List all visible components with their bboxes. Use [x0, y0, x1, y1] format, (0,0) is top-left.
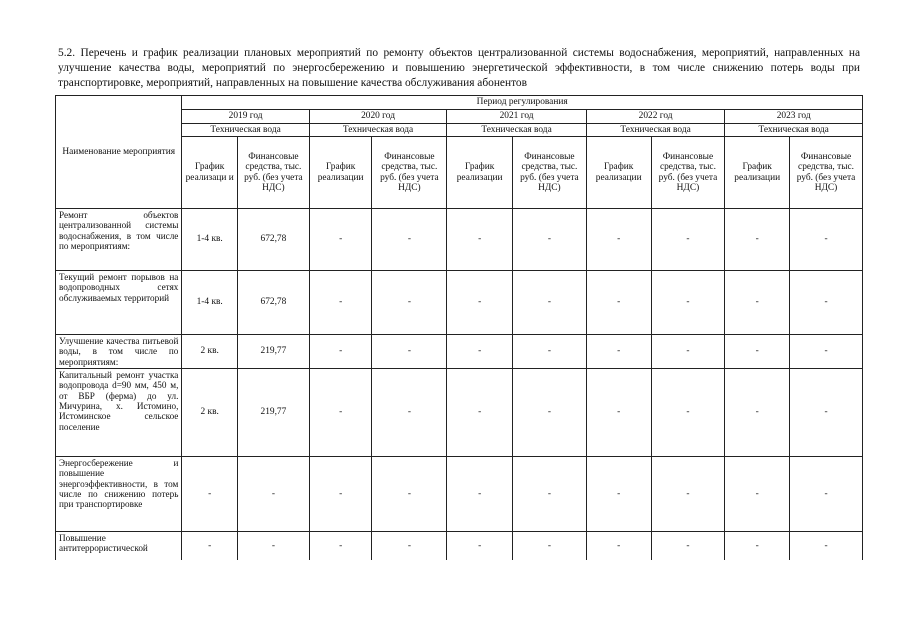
measure-name: Капитальный ремонт участка водопровода d=90 мм, 450 м, от ВБР (ферма) до ул. Мичурина, х. Истомино, Истоминское сельское поселение	[56, 369, 182, 457]
funds-cell: 219,77	[238, 335, 310, 369]
table-row	[56, 335, 863, 369]
funds-cell: 672,78	[238, 271, 310, 335]
schedule-cell: -	[447, 335, 513, 369]
funds-cell: -	[513, 209, 587, 271]
schedule-cell: -	[447, 532, 513, 560]
header-water-type: Техническая вода	[182, 123, 309, 137]
header-water-type: Техническая вода	[725, 123, 863, 137]
funds-cell: -	[790, 532, 863, 560]
header-schedule: График реализаци и	[182, 137, 238, 209]
schedule-cell: -	[725, 209, 790, 271]
funds-cell: -	[513, 369, 587, 457]
header-water-type: Техническая вода	[447, 123, 587, 137]
header-name: Наименование мероприятия	[56, 96, 182, 209]
schedule-cell: -	[586, 457, 651, 532]
header-water-type: Техническая вода	[309, 123, 447, 137]
funds-cell: -	[651, 209, 725, 271]
header-funds: Финансовые средства, тыс. руб. (без учета НДС)	[372, 137, 447, 209]
schedule-cell: -	[586, 209, 651, 271]
funds-cell: -	[513, 335, 587, 369]
funds-cell: -	[790, 335, 863, 369]
schedule-cell: -	[309, 271, 372, 335]
funds-cell: -	[372, 209, 447, 271]
schedule-cell: -	[586, 532, 651, 560]
header-funds: Финансовые средства, тыс. руб. (без учета НДС)	[651, 137, 725, 209]
schedule-cell: -	[725, 271, 790, 335]
funds-cell: -	[651, 369, 725, 457]
table-row	[56, 209, 863, 271]
funds-cell: -	[790, 209, 863, 271]
header-year: 2019 год	[182, 110, 309, 124]
schedule-cell: -	[725, 532, 790, 560]
schedule-cell: -	[309, 209, 372, 271]
table-row	[56, 532, 863, 560]
table-row	[56, 457, 863, 532]
header-year: 2021 год	[447, 110, 587, 124]
header-period: Период регулирования	[182, 96, 863, 110]
schedule-cell: -	[586, 271, 651, 335]
header-schedule: График реализации	[447, 137, 513, 209]
funds-cell: -	[513, 457, 587, 532]
measure-name: Улучшение качества питьевой воды, в том числе по мероприятиям:	[56, 335, 182, 369]
funds-cell: -	[513, 271, 587, 335]
schedule-cell: -	[309, 369, 372, 457]
funds-cell: -	[372, 369, 447, 457]
schedule-cell: -	[182, 457, 238, 532]
schedule-cell: -	[725, 457, 790, 532]
schedule-cell: -	[586, 369, 651, 457]
header-year: 2023 год	[725, 110, 863, 124]
schedule-cell: -	[447, 457, 513, 532]
funds-cell: -	[651, 335, 725, 369]
funds-cell: -	[790, 369, 863, 457]
funds-cell: -	[651, 271, 725, 335]
header-funds: Финансовые средства, тыс. руб. (без учета НДС)	[790, 137, 863, 209]
implementation-schedule-table	[55, 95, 863, 560]
funds-cell: -	[238, 532, 310, 560]
funds-cell: -	[372, 457, 447, 532]
header-schedule: График реализации	[586, 137, 651, 209]
table-row	[56, 369, 863, 457]
header-schedule: График реализации	[309, 137, 372, 209]
header-funds: Финансовые средства, тыс. руб. (без учета НДС)	[513, 137, 587, 209]
header-year: 2020 год	[309, 110, 447, 124]
header-funds: Финансовые средства, тыс. руб. (без учета НДС)	[238, 137, 310, 209]
funds-cell: -	[372, 271, 447, 335]
schedule-cell: -	[447, 209, 513, 271]
schedule-cell: 1-4 кв.	[182, 271, 238, 335]
schedule-cell: -	[309, 457, 372, 532]
schedule-cell: -	[309, 335, 372, 369]
schedule-cell: -	[725, 369, 790, 457]
funds-cell: -	[790, 457, 863, 532]
schedule-cell: -	[309, 532, 372, 560]
header-year: 2022 год	[586, 110, 725, 124]
funds-cell: -	[513, 532, 587, 560]
funds-cell: -	[238, 457, 310, 532]
funds-cell: 219,77	[238, 369, 310, 457]
measure-name: Повышение антитеррористической	[56, 532, 182, 560]
schedule-cell: 2 кв.	[182, 369, 238, 457]
measure-name: Текущий ремонт порывов на водопроводных сетях обслуживаемых территорий	[56, 271, 182, 335]
schedule-cell: -	[586, 335, 651, 369]
schedule-cell: -	[447, 271, 513, 335]
header-water-type: Техническая вода	[586, 123, 725, 137]
schedule-cell: -	[182, 532, 238, 560]
funds-cell: -	[372, 335, 447, 369]
measure-name: Ремонт объектов централизованной системы водоснабжения, в том числе по мероприятиям:	[56, 209, 182, 271]
funds-cell: 672,78	[238, 209, 310, 271]
table-row	[56, 271, 863, 335]
section-heading: 5.2. Перечень и график реализации плановых мероприятий по ремонту объектов централизованной системы водоснабжения, мероприятий, направленных на улучшение качества воды, мероприятий по энергосбережению и повышению энергетической эффективности, в том числе снижению потерь воды при транспортировке, мероприятий, направленных на повышение качества обслуживания абонентов	[58, 47, 860, 89]
schedule-cell: -	[725, 335, 790, 369]
schedule-cell: -	[447, 369, 513, 457]
funds-cell: -	[372, 532, 447, 560]
measure-name: Энергосбережение и повышение энергоэффективности, в том числе по снижению потерь при транспортировке	[56, 457, 182, 532]
header-schedule: График реализации	[725, 137, 790, 209]
funds-cell: -	[790, 271, 863, 335]
schedule-cell: 2 кв.	[182, 335, 238, 369]
schedule-cell: 1-4 кв.	[182, 209, 238, 271]
funds-cell: -	[651, 532, 725, 560]
funds-cell: -	[651, 457, 725, 532]
